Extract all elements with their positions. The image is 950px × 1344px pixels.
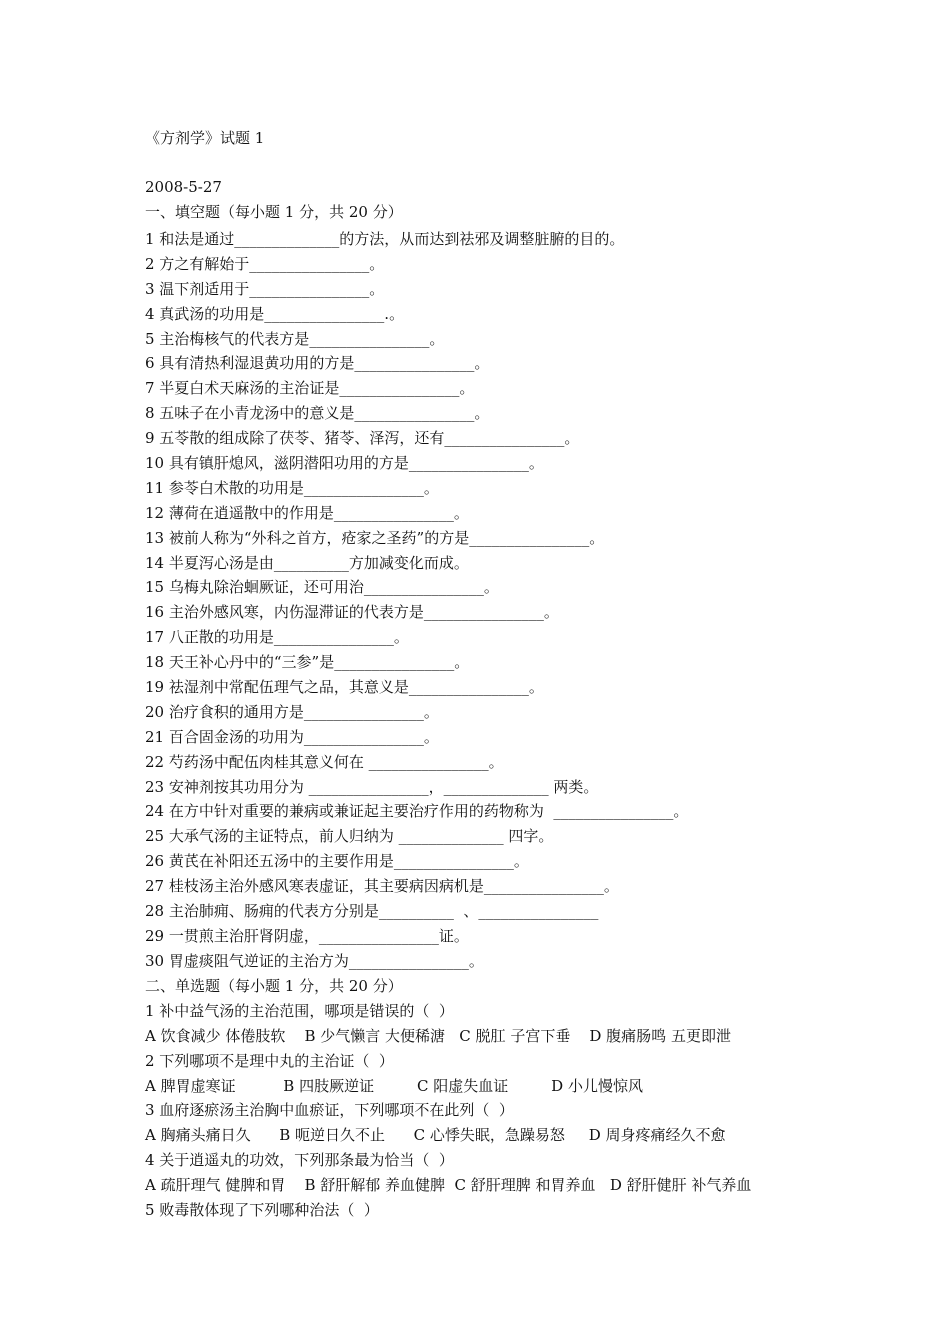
mc-options: A 胸痛头痛日久 B 呃逆日久不止 C 心悸失眠，急躁易怒 D 周身疼痛经久不愈 xyxy=(145,1126,726,1145)
fill-blank-question: 3 温下剂适用于________________。 xyxy=(145,279,385,298)
fill-blank-question: 26 黄芪在补阳还五汤中的主要作用是________________。 xyxy=(145,852,529,871)
fill-blank-question: 12 薄荷在逍遥散中的作用是________________。 xyxy=(145,503,469,522)
fill-blank-question: 11 参苓白术散的功用是________________。 xyxy=(145,478,439,497)
fill-blank-question: 7 半夏白术天麻汤的主治证是________________。 xyxy=(145,379,475,398)
fill-blank-question: 13 被前人称为“外科之首方，疮家之圣药”的方是________________。 xyxy=(145,528,605,547)
fill-blank-question-list xyxy=(145,227,688,974)
mc-options: A 脾胃虚寒证 B 四肢厥逆证 C 阳虚失血证 D 小儿慢惊风 xyxy=(145,1076,643,1095)
document-title: 《方剂学》试题 1 xyxy=(145,129,265,147)
fill-blank-question: 17 八正散的功用是________________。 xyxy=(145,628,409,647)
fill-blank-question: 22 芍药汤中配伍肉桂其意义何在 ________________。 xyxy=(145,752,504,771)
fill-blank-question: 30 胃虚痰阻气逆证的主治方为________________。 xyxy=(145,951,484,970)
fill-blank-question: 21 百合固金汤的功用为________________。 xyxy=(145,727,439,746)
fill-blank-question: 6 具有清热利湿退黄功用的方是________________。 xyxy=(145,354,490,373)
fill-blank-question: 9 五苓散的组成除了茯苓、猪苓、泽泻，还有________________。 xyxy=(145,429,580,448)
fill-blank-question: 18 天王补心丹中的“三参”是________________。 xyxy=(145,653,470,672)
multiple-choice-section xyxy=(145,974,751,1223)
fill-blank-question: 5 主治梅核气的代表方是________________。 xyxy=(145,329,445,348)
fill-blank-question: 15 乌梅丸除治蛔厥证，还可用治________________。 xyxy=(145,578,499,597)
fill-blank-question: 4 真武汤的功用是________________.。 xyxy=(145,304,405,323)
section-heading-multiple-choice: 二、单选题（每小题 1 分，共 20 分） xyxy=(145,977,403,995)
document-date: 2008-5-27 xyxy=(145,178,222,196)
fill-blank-question: 19 祛湿剂中常配伍理气之品，其意义是________________。 xyxy=(145,678,544,697)
section-heading-fill-blanks: 一、填空题（每小题 1 分，共 20 分） xyxy=(145,203,403,221)
fill-blank-question: 24 在方中针对重要的兼病或兼证起主要治疗作用的药物称为 ________________。 xyxy=(145,802,689,821)
mc-question: 3 血府逐瘀汤主治胸中血瘀证，下列哪项不在此列（ ） xyxy=(145,1101,514,1120)
fill-blank-question: 8 五味子在小青龙汤中的意义是________________。 xyxy=(145,404,490,423)
fill-blank-question: 29 一贯煎主治肝肾阴虚，________________证。 xyxy=(145,926,469,945)
fill-blank-question: 1 和法是通过______________的方法，从而达到祛邪及调整脏腑的目的。 xyxy=(145,230,625,248)
fill-blank-question: 14 半夏泻心汤是由__________方加减变化而成。 xyxy=(145,553,469,572)
mc-question: 4 关于逍遥丸的功效，下列那条最为恰当（ ） xyxy=(145,1151,454,1170)
mc-question: 5 败毒散体现了下列哪种治法（ ） xyxy=(145,1201,379,1220)
mc-question: 1 补中益气汤的主治范围，哪项是错误的（ ） xyxy=(145,1001,454,1020)
fill-blank-question: 28 主治肺痈、肠痈的代表方分别是__________ 、________________ xyxy=(145,902,599,921)
mc-options: A 饮食减少 体倦肢软 B 少气懒言 大便稀溏 C 脱肛 子宫下垂 D 腹痛肠鸣 五更即泄 xyxy=(145,1026,731,1045)
fill-blank-question: 20 治疗食积的通用方是________________。 xyxy=(145,702,439,721)
fill-blank-question: 16 主治外感风寒，内伤湿滞证的代表方是________________。 xyxy=(145,603,559,622)
fill-blank-question: 27 桂枝汤主治外感风寒表虚证，其主要病因病机是________________。 xyxy=(145,877,619,896)
mc-options: A 疏肝理气 健脾和胃 B 舒肝解郁 养血健脾 C 舒肝理脾 和胃养血 D 舒肝健肝 补气养血 xyxy=(145,1176,752,1195)
fill-blank-question: 25 大承气汤的主证特点，前人归纳为 ______________ 四字。 xyxy=(145,827,554,846)
fill-blank-question: 2 方之有解始于________________。 xyxy=(145,254,385,273)
mc-question: 2 下列哪项不是理中丸的主治证（ ） xyxy=(145,1051,394,1070)
fill-blank-question: 23 安神剂按其功用分为 ________________，______________ 两类。 xyxy=(145,777,599,796)
fill-blank-question: 10 具有镇肝熄风，滋阴潜阳功用的方是________________。 xyxy=(145,454,544,473)
